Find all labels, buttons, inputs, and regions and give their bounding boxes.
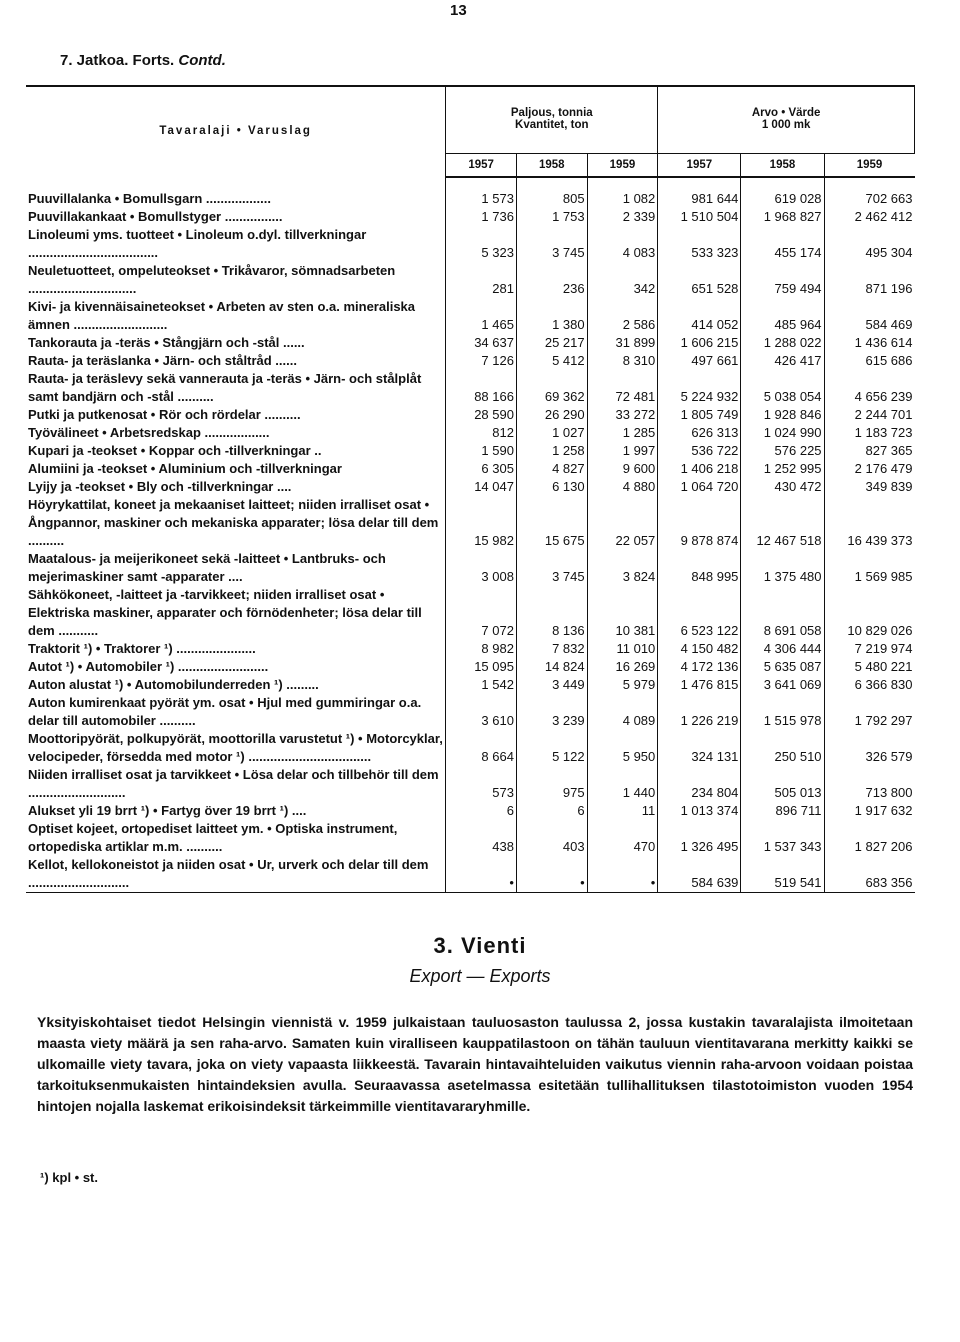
table-row [26, 298, 915, 334]
row-label: Tankorauta ja -teräs • Stångjärn och -stål ...... [26, 334, 446, 352]
table-row [26, 658, 915, 676]
row-value: 1 827 206 [854, 839, 913, 854]
row-value: 1 510 504 [658, 208, 741, 226]
row-value: 6 523 122 [658, 586, 741, 640]
row-value: 14 824 [516, 658, 587, 676]
row-label: Höyrykattilat, koneet ja mekaaniset laitteet; niiden irralliset osat • Ångpannor, maskiner och mekaniska apparater; lösa delar till dem .......... [26, 496, 446, 550]
label-column-header: Tavaralaji • Varuslag [26, 85, 446, 177]
row-value: 4 880 [587, 478, 658, 496]
value-header-text: Arvo • Värde 1 000 mk [751, 107, 821, 131]
table-row [26, 730, 915, 766]
row-value: 1 736 [446, 208, 517, 226]
table-row [26, 676, 915, 694]
row-value: 15 982 [446, 496, 517, 550]
row-label: Kellot, kellokoneistot ja niiden osat • Ur, urverk och delar till dem ............................ [26, 856, 446, 893]
table-row [26, 586, 915, 640]
row-value: 1 258 [516, 442, 587, 460]
row-value: 22 057 [587, 496, 658, 550]
row-value: 9 600 [587, 460, 658, 478]
table-row [26, 766, 915, 802]
row-value: 533 323 [658, 226, 741, 262]
table-heading [60, 52, 226, 69]
row-value: 470 [587, 820, 658, 856]
row-value: 615 686 [865, 353, 913, 368]
row-value: • [516, 856, 587, 893]
row-value: 5 480 221 [854, 659, 913, 674]
row-value: 16 439 373 [847, 533, 913, 548]
row-value: 1 326 495 [658, 820, 741, 856]
row-value: 1 064 720 [658, 478, 741, 496]
table-row [26, 177, 915, 208]
table-body [26, 177, 915, 893]
row-value: 11 010 [587, 640, 658, 658]
row-label: Neuletuotteet, ompeluteokset • Trikåvaror, sömnadsarbeten .............................. [26, 262, 446, 298]
row-value: 430 472 [741, 478, 824, 496]
row-value: 10 381 [587, 586, 658, 640]
row-value: 6 [516, 802, 587, 820]
row-value: 1 406 218 [658, 460, 741, 478]
row-value: 236 [516, 262, 587, 298]
row-value: 848 995 [658, 550, 741, 586]
row-value: 975 [516, 766, 587, 802]
row-value: 4 083 [587, 226, 658, 262]
row-value: 1 573 [446, 177, 517, 208]
table-row [26, 550, 915, 586]
table-row [26, 478, 915, 496]
row-value: 5 412 [516, 352, 587, 370]
table-row [26, 208, 915, 226]
quantity-group-header [446, 85, 658, 154]
row-value: 438 [446, 820, 517, 856]
row-value: 3 008 [446, 550, 517, 586]
row-value: 2 176 479 [854, 461, 913, 476]
row-value: 871 196 [865, 281, 913, 296]
row-value: 8 664 [446, 730, 517, 766]
table-row [26, 406, 915, 424]
page-number: 13 [450, 2, 467, 19]
row-value: 3 449 [516, 676, 587, 694]
row-value: 8 982 [446, 640, 517, 658]
table-row [26, 424, 915, 442]
row-value: 713 800 [865, 785, 913, 800]
row-value: 3 824 [587, 550, 658, 586]
section-subtitle: Export — Exports [409, 966, 551, 986]
row-value: 495 304 [865, 245, 913, 260]
row-value: 3 610 [446, 694, 517, 730]
row-value: 1 515 978 [741, 694, 824, 730]
row-value: 1 569 985 [854, 569, 913, 584]
year-header: 1957 [658, 154, 741, 178]
table-row [26, 352, 915, 370]
row-value: 5 979 [587, 676, 658, 694]
row-label: Niiden irralliset osat ja tarvikkeet • Lösa delar och tillbehör till dem ........................... [26, 766, 446, 802]
row-value: 1 606 215 [658, 334, 741, 352]
row-value: 4 827 [516, 460, 587, 478]
row-value: 3 641 069 [741, 676, 824, 694]
row-value: 7 832 [516, 640, 587, 658]
row-value: 896 711 [741, 802, 824, 820]
row-label: Linoleumi yms. tuotteet • Linoleum o.dyl. tillverkningar .................................... [26, 226, 446, 262]
row-value: 250 510 [741, 730, 824, 766]
row-value: 33 272 [587, 406, 658, 424]
row-value: 1 380 [516, 298, 587, 334]
table-row [26, 694, 915, 730]
intro-paragraph: Yksityiskohtaiset tiedot Helsingin viennistä v. 1959 julkaistaan tauluosaston taulussa 2, jossa kustakin tavaralajista ilmoitetaan maasta viety määrä ja sen raha-arvo. Samaten kuin viralliseen kauppatilastoon on tähän tauluun vientitavarana merkitty kaikki se ulkomaille viety tavara, joka on viety vapaasta liikkeestä. Tavarain hintavaihteluiden vaikutus viennin raha-arvoon voidaan poistaa tarkoituksenmukaisten hintaindeksien avulla. Seuraavassa asetelmassa esitetään tullihallituksen tilastotoimiston vuoden 1954 hintojen nojalla laskemat erikoisindeksit tärkeimmille vientitavararyhmille. [37, 1014, 913, 1114]
year-header: 1959 [824, 154, 914, 178]
row-label: Lyijy ja -teokset • Bly och -tillverkningar .... [26, 478, 446, 496]
row-value: 3 745 [516, 550, 587, 586]
row-label: Moottoripyörät, polkupyörät, moottorilla varustetut ¹) • Motorcyklar, velocipeder, försedda med motor ¹) .................................. [26, 730, 446, 766]
row-label: Kupari ja -teokset • Koppar och -tillverkningar .. [26, 442, 446, 460]
row-value: 4 150 482 [658, 640, 741, 658]
row-value: 1 183 723 [854, 425, 913, 440]
row-value: 1 465 [446, 298, 517, 334]
row-value: 759 494 [741, 262, 824, 298]
row-value: 5 323 [446, 226, 517, 262]
row-label: Työvälineet • Arbetsredskap .................. [26, 424, 446, 442]
row-value: 10 829 026 [847, 623, 913, 638]
row-value: 1 285 [587, 424, 658, 442]
row-value: 1 590 [446, 442, 517, 460]
row-value: 805 [516, 177, 587, 208]
table-row [26, 370, 915, 406]
row-value: 576 225 [741, 442, 824, 460]
row-value: 1 440 [587, 766, 658, 802]
row-value: 5 950 [587, 730, 658, 766]
row-value: 1 917 632 [854, 803, 913, 818]
row-value: 26 290 [516, 406, 587, 424]
row-value: 16 269 [587, 658, 658, 676]
row-value: 342 [587, 262, 658, 298]
table-row [26, 496, 915, 550]
row-value: 651 528 [658, 262, 741, 298]
row-value: 1 476 815 [658, 676, 741, 694]
row-value: 4 172 136 [658, 658, 741, 676]
row-value: 6 305 [446, 460, 517, 478]
row-value: • [587, 856, 658, 893]
row-label: Puuvillakankaat • Bomullstyger ................ [26, 208, 446, 226]
row-value: 349 839 [865, 479, 913, 494]
row-value: 519 541 [741, 856, 824, 893]
table-row [26, 802, 915, 820]
row-value: 6 [446, 802, 517, 820]
row-value: 25 217 [516, 334, 587, 352]
row-value: 28 590 [446, 406, 517, 424]
row-value: 15 675 [516, 496, 587, 550]
row-value: 8 691 058 [741, 586, 824, 640]
row-value: 1 753 [516, 208, 587, 226]
row-value: 683 356 [824, 856, 914, 893]
year-header: 1959 [587, 154, 658, 178]
row-value: 584 639 [658, 856, 741, 893]
row-value: 573 [446, 766, 517, 802]
row-value: 426 417 [741, 352, 824, 370]
row-value: 4 089 [587, 694, 658, 730]
value-group-header [658, 85, 915, 154]
row-value: 4 656 239 [854, 389, 913, 404]
row-value: 812 [446, 424, 517, 442]
row-label: Puuvillalanka • Bomullsgarn .................. [26, 177, 446, 208]
row-label: Traktorit ¹) • Traktorer ¹) ...................... [26, 640, 446, 658]
row-value: 72 481 [587, 370, 658, 406]
row-label: Auton alustat ¹) • Automobilunderreden ¹) ......... [26, 676, 446, 694]
row-value: 34 637 [446, 334, 517, 352]
row-value: 1 805 749 [658, 406, 741, 424]
row-value: 324 131 [658, 730, 741, 766]
table-row [26, 262, 915, 298]
row-value: 2 339 [587, 208, 658, 226]
row-value: 1 537 343 [741, 820, 824, 856]
row-value: 827 365 [865, 443, 913, 458]
row-value: 455 174 [741, 226, 824, 262]
row-label: Kivi- ja kivennäisaineteokset • Arbeten av sten o.a. mineraliska ämnen .......................... [26, 298, 446, 334]
row-value: 485 964 [741, 298, 824, 334]
row-value: 619 028 [741, 177, 824, 208]
row-value: 626 313 [658, 424, 741, 442]
row-value: 5 224 932 [658, 370, 741, 406]
year-header: 1957 [446, 154, 517, 178]
row-value: 3 745 [516, 226, 587, 262]
row-value: 6 366 830 [854, 677, 913, 692]
row-value: 1 082 [587, 177, 658, 208]
row-label: Optiset kojeet, ortopediset laitteet ym. • Optiska instrument, ortopediska artiklar m.m. .......... [26, 820, 446, 856]
row-value: 326 579 [865, 749, 913, 764]
year-header: 1958 [741, 154, 824, 178]
row-value: 5 038 054 [741, 370, 824, 406]
import-table [26, 85, 915, 893]
row-value: 1 226 219 [658, 694, 741, 730]
row-value: • [446, 856, 517, 893]
row-value: 5 635 087 [741, 658, 824, 676]
row-value: 702 663 [865, 191, 913, 206]
row-value: 31 899 [587, 334, 658, 352]
row-value: 1 252 995 [741, 460, 824, 478]
row-value: 584 469 [865, 317, 913, 332]
row-value: 7 072 [446, 586, 517, 640]
row-value: 403 [516, 820, 587, 856]
row-value: 5 122 [516, 730, 587, 766]
table-row [26, 442, 915, 460]
heading-prefix: 7. Jatkoa. Forts. [60, 52, 175, 69]
row-value: 2 244 701 [854, 407, 913, 422]
table-row [26, 334, 915, 352]
row-value: 536 722 [658, 442, 741, 460]
row-label: Rauta- ja teräslevy sekä vannerauta ja -teräs • Järn- och stålplåt samt bandjärn och -stål .......... [26, 370, 446, 406]
table-row [26, 640, 915, 658]
table-row [26, 856, 915, 893]
row-value: 8 310 [587, 352, 658, 370]
row-value: 2 586 [587, 298, 658, 334]
footnote: ¹) kpl • st. [40, 1170, 98, 1185]
row-value: 4 306 444 [741, 640, 824, 658]
row-value: 234 804 [658, 766, 741, 802]
row-value: 1 928 846 [741, 406, 824, 424]
row-value: 414 052 [658, 298, 741, 334]
year-header: 1958 [516, 154, 587, 178]
quantity-header-text: Paljous, tonnia Kvantitet, ton [510, 107, 593, 131]
table-row [26, 460, 915, 478]
row-value: 1 288 022 [741, 334, 824, 352]
row-value: 7 219 974 [854, 641, 913, 656]
row-value: 3 239 [516, 694, 587, 730]
row-label: Autot ¹) • Automobiler ¹) ......................... [26, 658, 446, 676]
row-value: 14 047 [446, 478, 517, 496]
row-value: 7 126 [446, 352, 517, 370]
row-value: 12 467 518 [741, 496, 824, 550]
row-value: 1 542 [446, 676, 517, 694]
row-value: 1 375 480 [741, 550, 824, 586]
row-value: 1 792 297 [854, 713, 913, 728]
row-value: 15 095 [446, 658, 517, 676]
row-value: 497 661 [658, 352, 741, 370]
row-value: 1 024 990 [741, 424, 824, 442]
row-value: 11 [587, 802, 658, 820]
row-value: 1 997 [587, 442, 658, 460]
row-label: Rauta- ja teräslanka • Järn- och ståltråd ...... [26, 352, 446, 370]
row-value: 1 968 827 [741, 208, 824, 226]
row-label: Maatalous- ja meijerikoneet sekä -laitteet • Lantbruks- och mejerimaskiner samt -apparater .... [26, 550, 446, 586]
row-label: Alumiini ja -teokset • Aluminium och -tillverkningar [26, 460, 446, 478]
row-value: 981 644 [658, 177, 741, 208]
row-value: 8 136 [516, 586, 587, 640]
row-value: 9 878 874 [658, 496, 741, 550]
row-value: 1 436 614 [854, 335, 913, 350]
row-value: 69 362 [516, 370, 587, 406]
row-value: 281 [446, 262, 517, 298]
table-row [26, 820, 915, 856]
section-title: 3. Vienti [433, 933, 527, 958]
row-label: Auton kumirenkaat pyörät ym. osat • Hjul med gummiringar o.a. delar till automobiler .......... [26, 694, 446, 730]
row-label: Alukset yli 19 brrt ¹) • Fartyg över 19 brrt ¹) .... [26, 802, 446, 820]
row-label: Sähkökoneet, -laitteet ja -tarvikkeet; niiden irralliset osat • Elektriska maskiner, apparater och förnödenheter; lösa delar till dem ........... [26, 586, 446, 640]
row-value: 1 013 374 [658, 802, 741, 820]
row-value: 1 027 [516, 424, 587, 442]
row-value: 505 013 [741, 766, 824, 802]
row-value: 2 462 412 [854, 209, 913, 224]
row-value: 6 130 [516, 478, 587, 496]
heading-contd: Contd. [178, 52, 226, 69]
row-value: 88 166 [446, 370, 517, 406]
row-label: Putki ja putkenosat • Rör och rördelar .......... [26, 406, 446, 424]
table-row [26, 226, 915, 262]
